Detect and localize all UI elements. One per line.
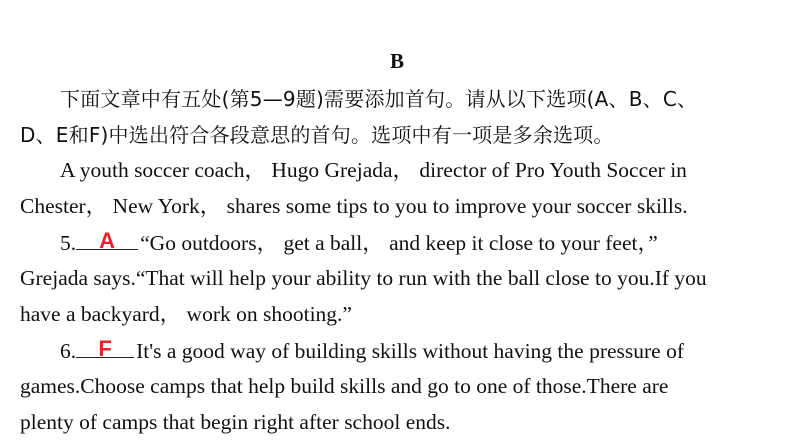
question-5-line-1 [60,227,780,258]
question-5-blank [76,227,138,253]
question-6-number: 6. [60,339,77,363]
question-6-text: It's a good way of building skills without having the pressure of [136,339,684,363]
section-heading: B [389,49,404,73]
question-6-blank [76,335,134,361]
question-5-number: 5. [60,231,77,255]
question-6-answer: F [98,336,112,361]
question-5-text: “Go outdoors， get a ball， and keep it close to your feet，” [140,231,658,255]
instruction-line-1: 下面文章中有五处(第5—9题)需要添加首句。请从以下选项(A、B、C、 [60,87,698,111]
intro-line-2: Chester， New York， shares some tips to you to improve your soccer skills. [20,194,688,218]
question-5-line-2: Grejada says.“That will help your ability to run with the ball close to you.If you [20,266,707,290]
question-5-answer: A [99,228,116,253]
question-5-line-3: have a backyard， work on shooting.” [20,302,352,326]
question-6-line-3: plenty of camps that begin right after school ends. [20,410,451,434]
question-6-line-1 [60,335,780,366]
intro-line-1: A youth soccer coach， Hugo Grejada， director of Pro Youth Soccer in [60,158,687,182]
question-6-line-2: games.Choose camps that help build skills and go to one of those.There are [20,374,669,398]
instruction-line-2: D、E和F)中选出符合各段意思的首句。选项中有一项是多余选项。 [20,123,614,147]
